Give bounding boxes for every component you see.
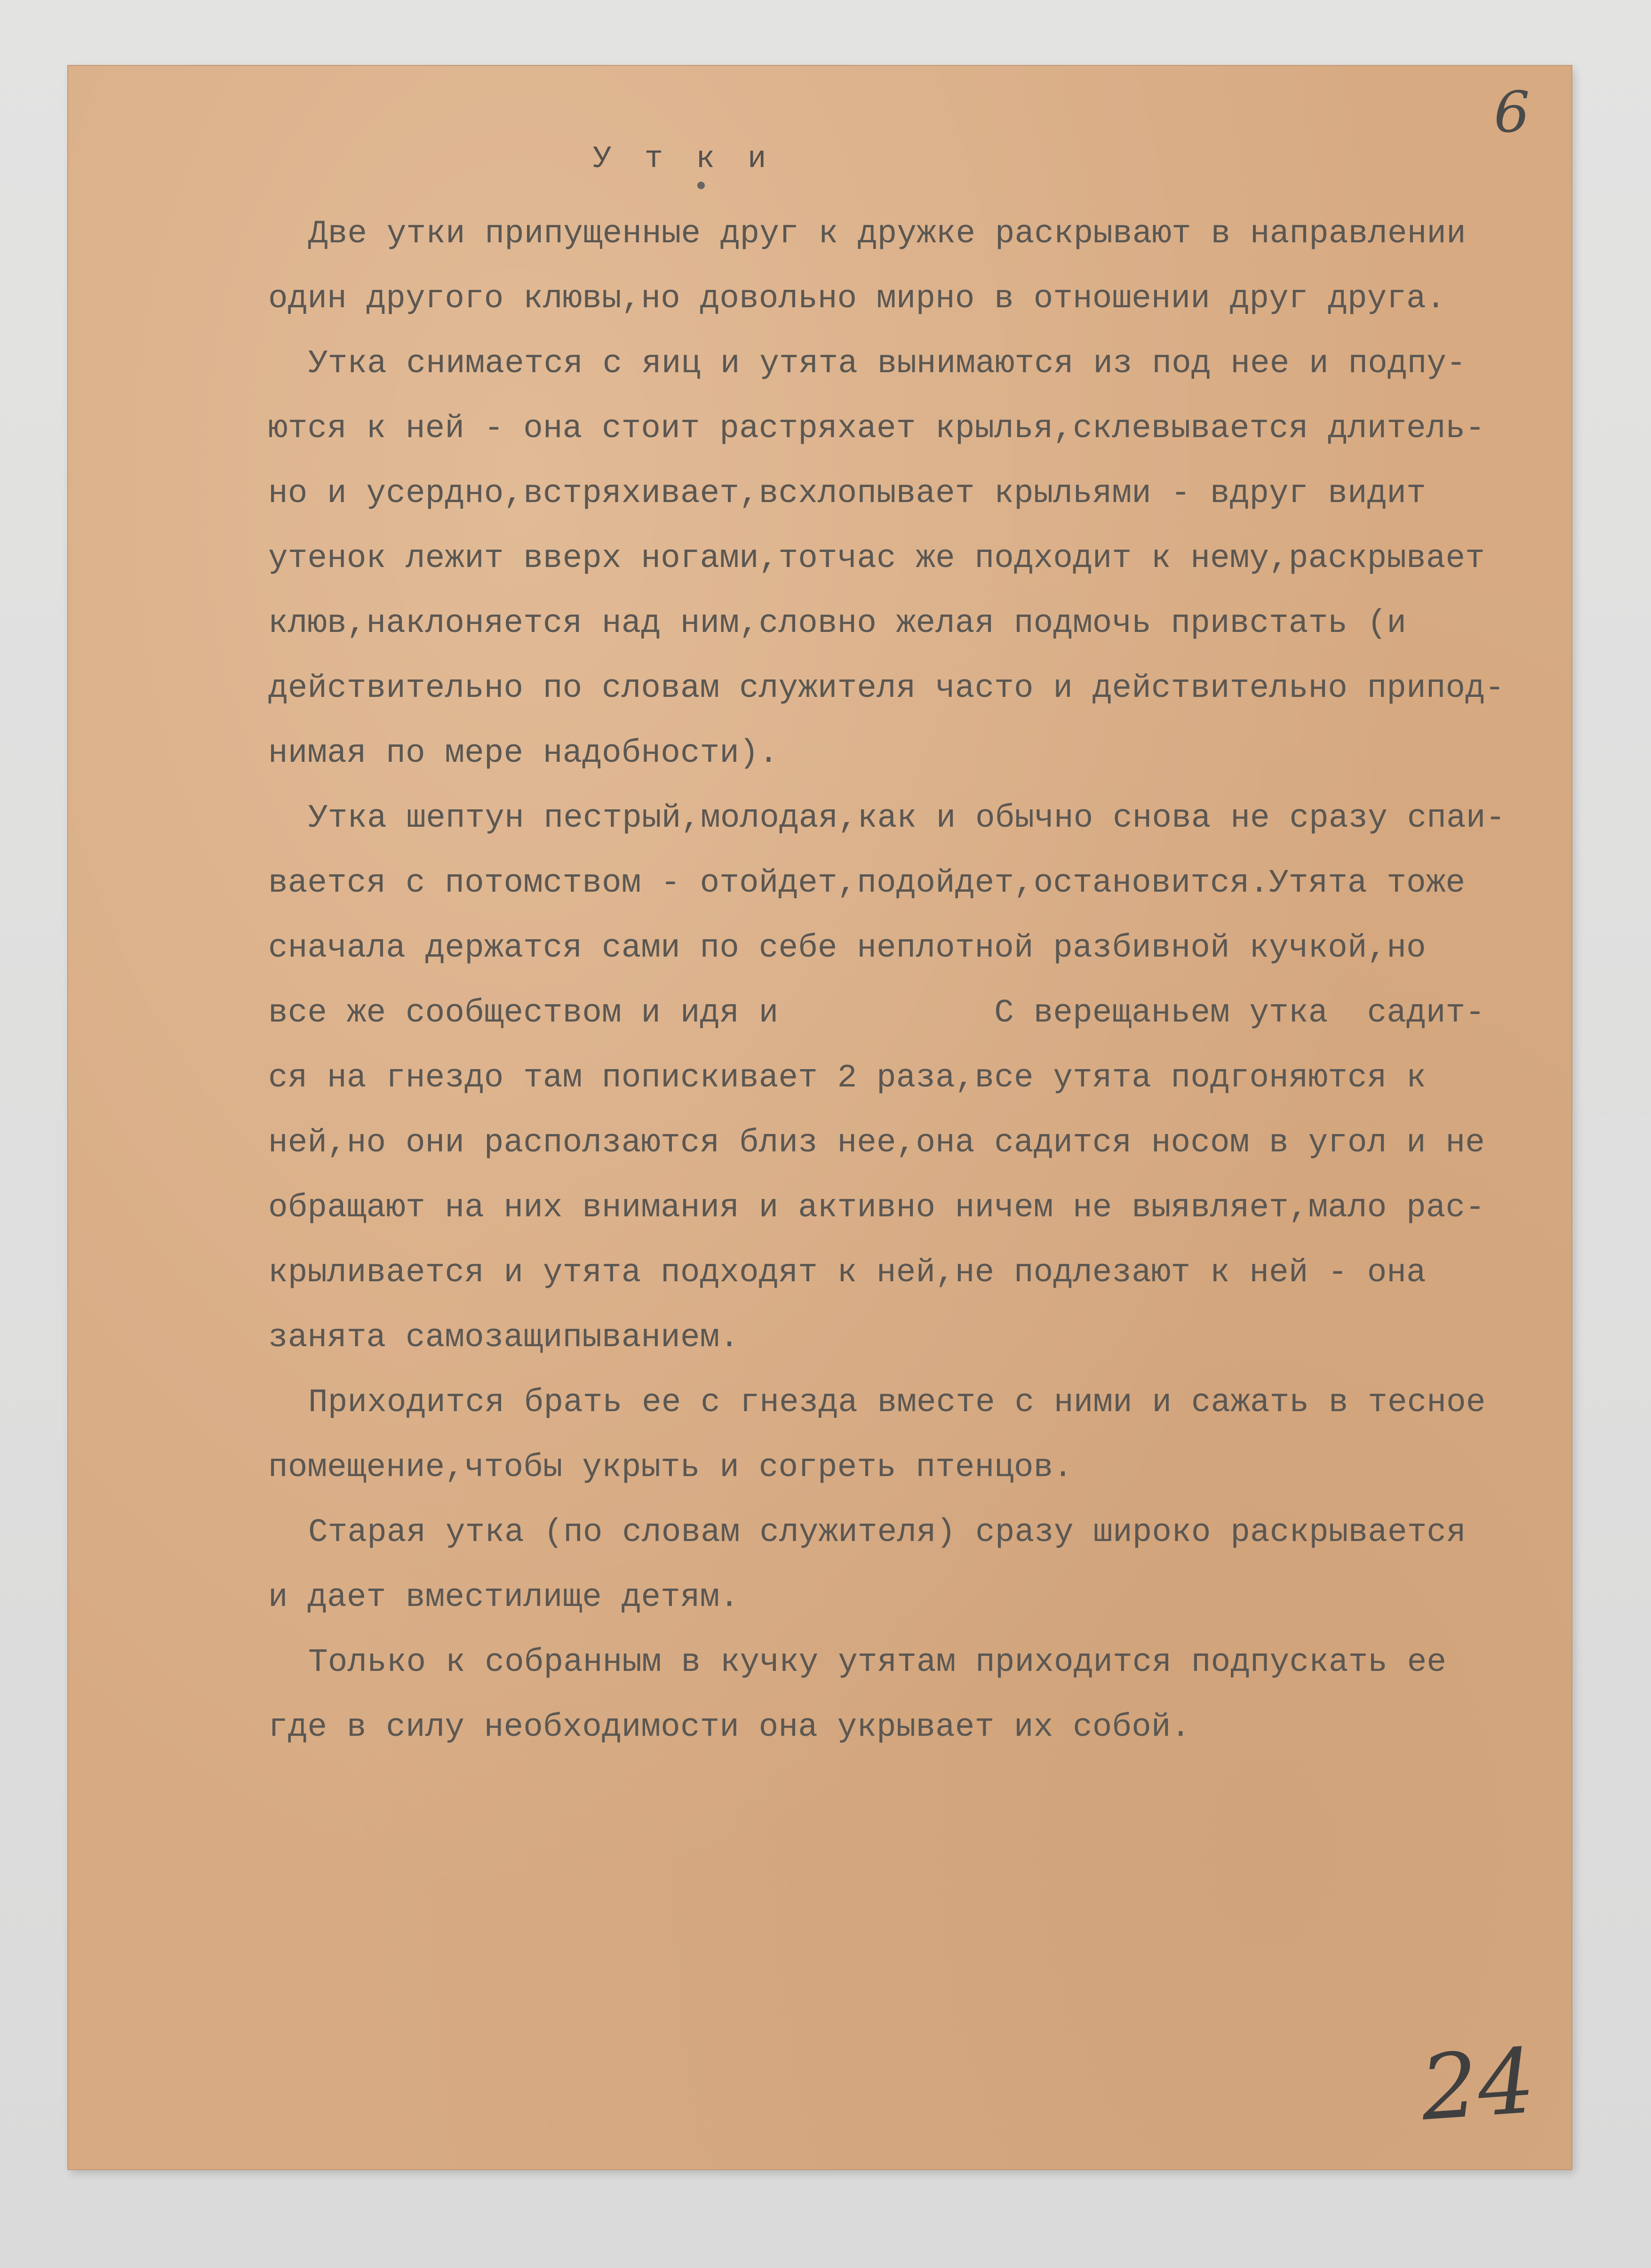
paragraph: [268, 786, 1567, 1370]
paragraph-list: [268, 201, 1567, 1760]
text-line: Утка шептун пестрый,молодая,как и обычно снова не сразу спаи-: [308, 799, 1506, 837]
text-line: ней,но они расползаются близ нее,она садится носом в угол и не: [268, 1124, 1485, 1161]
document-title: Утки: [593, 141, 799, 176]
paragraph: [268, 1630, 1567, 1760]
text-line: занята самозащипыванием.: [268, 1319, 739, 1356]
text-line: утенок лежит вверх ногами,тотчас же подходит к нему,раскрывает: [268, 540, 1485, 577]
text-line: вается с потомством - отойдет,подойдет,остановится.Утята тоже: [268, 864, 1466, 902]
paragraph: [268, 1500, 1567, 1630]
text-line: помещение,чтобы укрыть и согреть птенцов.: [268, 1449, 1073, 1486]
text-line: Старая утка (по словам служителя) сразу широко раскрывается: [308, 1514, 1466, 1551]
text-line: ся на гнездо там попискивает 2 раза,все утята подгоняются к: [268, 1059, 1426, 1096]
text-line: Утка снимается с яиц и утята вынимаются из под нее и подпу-: [308, 345, 1466, 382]
text-line: крыливается и утята подходят к ней,не подлезают к ней - она: [268, 1254, 1426, 1291]
text-line: ются к ней - она стоит растряхает крылья,склевывается длитель-: [268, 410, 1485, 447]
text-line: клюв,наклоняется над ним,словно желая подмочь привстать (и: [268, 605, 1406, 642]
text-line: сначала держатся сами по себе неплотной разбивной кучкой,но: [268, 929, 1426, 966]
handwritten-page-number: 6: [1494, 80, 1530, 145]
paragraph: [268, 331, 1567, 786]
text-line: обращают на них внимания и активно ничем не выявляет,мало рас-: [268, 1189, 1485, 1226]
text-line: и дает вместилище детям.: [268, 1579, 739, 1616]
text-line: нимая по мере надобности).: [268, 735, 779, 772]
paragraph: [268, 1370, 1567, 1500]
text-line: Приходится брать ее с гнезда вместе с ними и сажать в тесное: [308, 1384, 1486, 1421]
text-line: один другого клювы,но довольно мирно в отношении друг друга.: [268, 280, 1446, 317]
handwritten-archive-number: 24: [1417, 2028, 1539, 2141]
text-line: действительно по словам служителя часто и действительно припод-: [268, 670, 1505, 707]
text-line: все же сообществом и идя и С верещаньем утка садит-: [268, 994, 1485, 1031]
paragraph: [268, 201, 1567, 331]
ink-dot-mark: [697, 182, 705, 189]
text-line: но и усердно,встряхивает,всхлопывает крыльями - вдруг видит: [268, 475, 1426, 512]
text-line: Две утки припущенные друг к дружке раскрывают в направлении: [308, 215, 1466, 252]
document-body: [268, 201, 1567, 1760]
text-line: где в силу необходимости она укрывает их собой.: [268, 1709, 1191, 1746]
text-line: Только к собранным в кучку утятам приходится подпускать ее: [308, 1644, 1446, 1681]
